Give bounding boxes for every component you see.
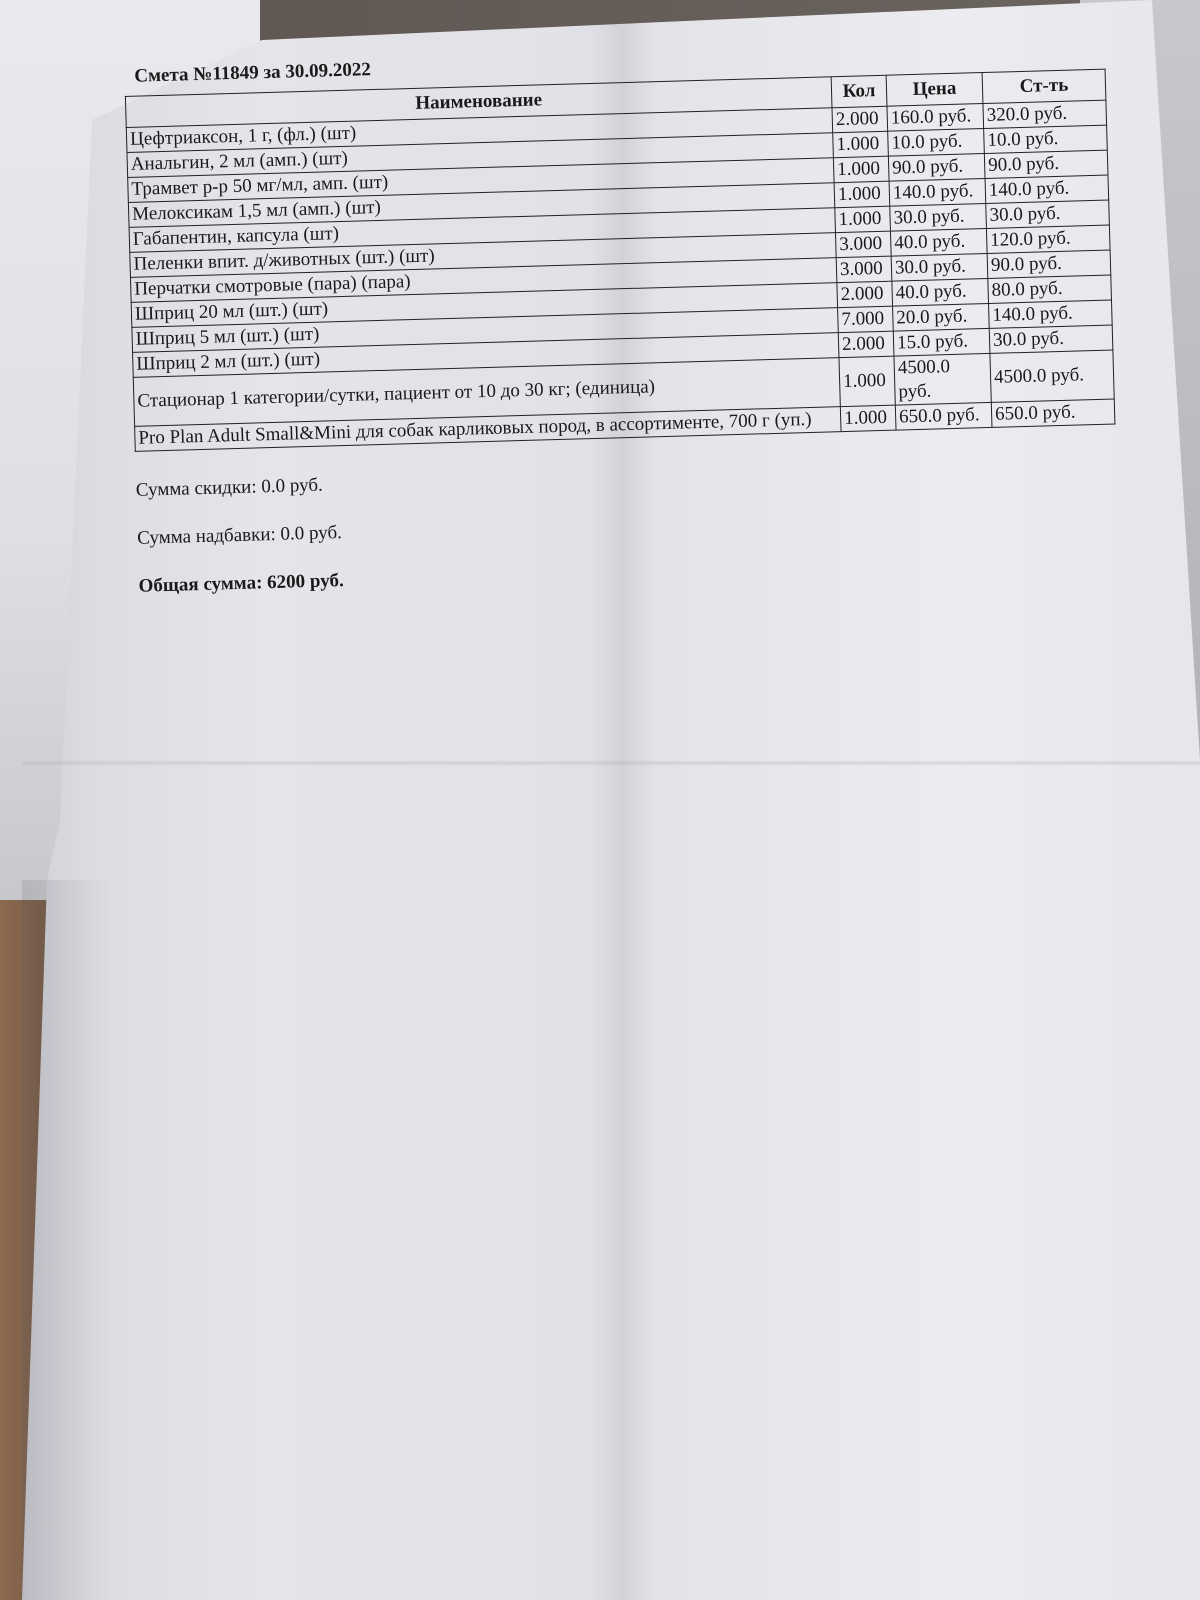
row-sum: 30.0 руб. bbox=[986, 200, 1110, 228]
row-sum: 4500.0 руб. bbox=[990, 350, 1114, 402]
row-name: Pro Plan Adult Small&Mini для собак карликовых пород, в ассортименте, 700 г (уп.) bbox=[135, 407, 841, 452]
row-price: 30.0 руб. bbox=[891, 253, 988, 281]
row-qty: 7.000 bbox=[838, 306, 894, 333]
row-qty: 1.000 bbox=[834, 181, 890, 208]
row-price: 650.0 руб. bbox=[895, 402, 992, 430]
row-price: 160.0 руб. bbox=[887, 104, 984, 132]
estimate-table bbox=[125, 69, 1116, 452]
row-price: 140.0 руб. bbox=[889, 179, 986, 207]
row-sum: 140.0 руб. bbox=[985, 175, 1109, 203]
row-sum: 120.0 руб. bbox=[986, 225, 1110, 253]
row-qty: 2.000 bbox=[838, 331, 894, 358]
row-name: Шприц 2 мл (шт.) (шт) bbox=[133, 333, 839, 378]
row-sum: 90.0 руб. bbox=[984, 150, 1108, 178]
estimate-document bbox=[124, 36, 1129, 621]
row-name: Трамвет р-р 50 мг/мл, амп. (шт) bbox=[128, 158, 834, 203]
row-price: 40.0 руб. bbox=[890, 228, 987, 256]
row-qty: 3.000 bbox=[836, 256, 892, 283]
row-name: Габапентин, капсула (шт) bbox=[129, 208, 835, 253]
header-qty: Кол bbox=[831, 75, 887, 108]
row-name: Анальгин, 2 мл (амп.) (шт) bbox=[127, 133, 833, 178]
discount-line: Сумма скидки: 0.0 руб. bbox=[135, 474, 324, 501]
row-sum: 140.0 руб. bbox=[989, 300, 1113, 328]
row-qty: 2.000 bbox=[832, 106, 888, 133]
row-name: Шприц 20 мл (шт.) (шт) bbox=[131, 283, 837, 328]
row-sum: 80.0 руб. bbox=[988, 275, 1112, 303]
row-price: 40.0 руб. bbox=[892, 278, 989, 306]
row-name: Шприц 5 мл (шт.) (шт) bbox=[132, 308, 838, 353]
row-qty: 1.000 bbox=[833, 156, 889, 183]
markup-line: Сумма надбавки: 0.0 руб. bbox=[136, 522, 343, 549]
row-qty: 1.000 bbox=[839, 356, 895, 407]
row-name: Пеленки впит. д/животных (шт.) (шт) bbox=[130, 233, 836, 278]
header-sum: Ст-ть bbox=[982, 69, 1106, 103]
row-qty: 2.000 bbox=[837, 281, 893, 308]
row-sum: 90.0 руб. bbox=[987, 250, 1111, 278]
row-qty: 1.000 bbox=[833, 131, 889, 158]
total-line: Общая сумма: 6200 руб. bbox=[138, 570, 344, 597]
header-price: Цена bbox=[886, 73, 983, 107]
summary-block bbox=[136, 450, 1129, 600]
row-name: Цефтриаксон, 1 г, (фл.) (шт) bbox=[126, 108, 832, 153]
row-sum: 30.0 руб. bbox=[989, 325, 1113, 353]
row-name: Стационар 1 категории/сутки, пациент от 10 до 30 кг; (единица) bbox=[133, 358, 840, 427]
row-name: Мелоксикам 1,5 мл (амп.) (шт) bbox=[128, 183, 834, 228]
row-sum: 10.0 руб. bbox=[984, 125, 1108, 153]
row-qty: 3.000 bbox=[835, 231, 891, 258]
row-price: 10.0 руб. bbox=[888, 129, 985, 157]
row-sum: 320.0 руб. bbox=[983, 100, 1107, 128]
row-name: Перчатки смотровые (пара) (пара) bbox=[130, 258, 836, 303]
row-sum: 650.0 руб. bbox=[991, 399, 1115, 427]
row-qty: 1.000 bbox=[835, 206, 891, 233]
row-price: 4500.0 руб. bbox=[894, 353, 991, 405]
row-price: 90.0 руб. bbox=[888, 154, 985, 182]
row-price: 30.0 руб. bbox=[890, 203, 987, 231]
row-price: 20.0 руб. bbox=[893, 303, 990, 331]
paper-fold-line bbox=[22, 760, 1200, 766]
document-title: Смета №11849 за 30.09.2022 bbox=[134, 59, 372, 87]
row-price: 15.0 руб. bbox=[893, 328, 990, 356]
row-qty: 1.000 bbox=[840, 405, 896, 432]
header-name: Наименование bbox=[125, 77, 832, 128]
paper-shadow bbox=[22, 880, 112, 1600]
